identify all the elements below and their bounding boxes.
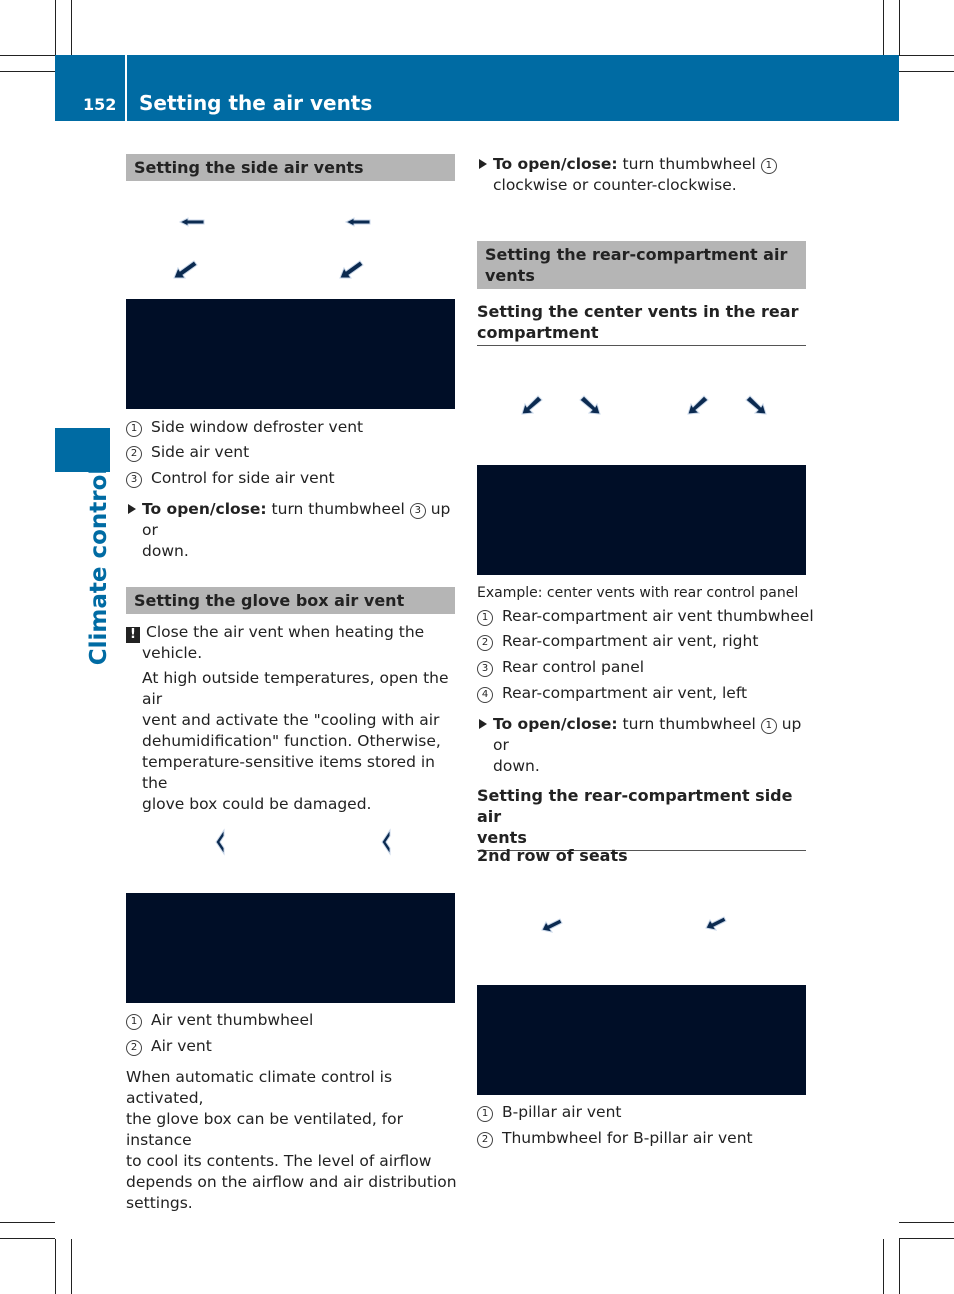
subheading-rear-side-vents: Setting the rear-compartment side air vents [477, 785, 806, 851]
glove-box-vent-image [126, 893, 455, 1003]
legend-item: 1 B-pillar air vent [477, 1103, 622, 1122]
air-flow-arrow-icon [342, 210, 374, 230]
crop-mark [0, 71, 55, 72]
body-paragraph: When automatic climate control is activated, the glove box can be ventilated, for instance to cool its contents. The level of airflow depends on the airflow and air distribution settings. [126, 1068, 457, 1212]
crop-mark [0, 1222, 55, 1223]
air-flow-arrow-icon [518, 392, 546, 418]
air-flow-arrow-icon [336, 256, 368, 282]
legend-item: 3 Rear control panel [477, 658, 644, 677]
crop-mark [883, 0, 884, 55]
bullet-triangle-icon [128, 504, 136, 514]
air-flow-arrow-icon [684, 392, 712, 418]
legend-item: 3 Control for side air vent [126, 469, 335, 488]
center-vents-image [477, 465, 806, 575]
legend-item: 1 Air vent thumbwheel [126, 1011, 313, 1030]
crop-mark [71, 0, 72, 55]
crop-mark [0, 1238, 55, 1239]
warning-icon: ! [126, 627, 140, 643]
legend-item: 4 Rear-compartment air vent, left [477, 684, 747, 703]
crop-mark [55, 0, 56, 55]
air-flow-arrow-icon [376, 826, 400, 858]
image-caption: Example: center vents with rear control panel [477, 585, 799, 601]
legend-item: 1 Rear-compartment air vent thumbwheel [477, 607, 814, 626]
side-vents-image [126, 299, 455, 409]
crop-mark [883, 1239, 884, 1294]
instruction-text: To open/close: turn thumbwheel 1 clockwise or counter-clockwise. [493, 154, 813, 196]
instruction-text: To open/close: turn thumbwheel 1 up or down. [493, 715, 802, 775]
bullet-triangle-icon [479, 719, 487, 729]
crop-mark [55, 1239, 56, 1294]
legend-item: 2 Air vent [126, 1037, 212, 1056]
chapter-label: Climate control [86, 466, 112, 666]
air-flow-arrow-icon [176, 210, 208, 230]
air-flow-arrow-icon [210, 826, 234, 858]
subheading-center-vents: Setting the center vents in the rear compartment [477, 301, 806, 346]
warning-paragraph: At high outside temperatures, open the air vent and activate the "cooling with air dehumidification" function. Otherwise, temperature-sensitive items stored in the glove box could be damaged. [142, 669, 449, 813]
legend-item: 1 Side window defroster vent [126, 418, 363, 437]
row-label: 2nd row of seats [477, 846, 628, 865]
bullet-triangle-icon [479, 159, 487, 169]
air-flow-arrow-icon [742, 392, 770, 418]
air-flow-arrow-icon [538, 914, 566, 936]
page-header [55, 55, 899, 121]
instruction-text: To open/close: turn thumbwheel 3 up or down. [142, 500, 451, 560]
page-number: 152 [83, 95, 117, 114]
air-flow-arrow-icon [576, 392, 604, 418]
section-heading-side-vents: Setting the side air vents [126, 154, 455, 181]
legend-item: 2 Thumbwheel for B-pillar air vent [477, 1129, 753, 1148]
crop-mark [899, 1238, 954, 1239]
chapter-tab [55, 428, 110, 472]
crop-mark [899, 71, 954, 72]
header-divider [125, 55, 127, 121]
section-heading-rear-compartment: Setting the rear-compartment air vents [477, 241, 806, 289]
page-title: Setting the air vents [139, 91, 373, 115]
crop-mark [899, 1239, 900, 1294]
crop-mark [899, 55, 954, 56]
section-heading-glove-box: Setting the glove box air vent [126, 587, 455, 614]
crop-mark [899, 1222, 954, 1223]
air-flow-arrow-icon [170, 256, 202, 282]
b-pillar-vent-image [477, 985, 806, 1095]
legend-item: 2 Rear-compartment air vent, right [477, 632, 758, 651]
crop-mark [71, 1239, 72, 1294]
warning-text: ! Close the air vent when heating the vehicle. [126, 622, 461, 664]
crop-mark [899, 0, 900, 55]
crop-mark [0, 55, 55, 56]
legend-item: 2 Side air vent [126, 443, 249, 462]
air-flow-arrow-icon [702, 912, 730, 934]
